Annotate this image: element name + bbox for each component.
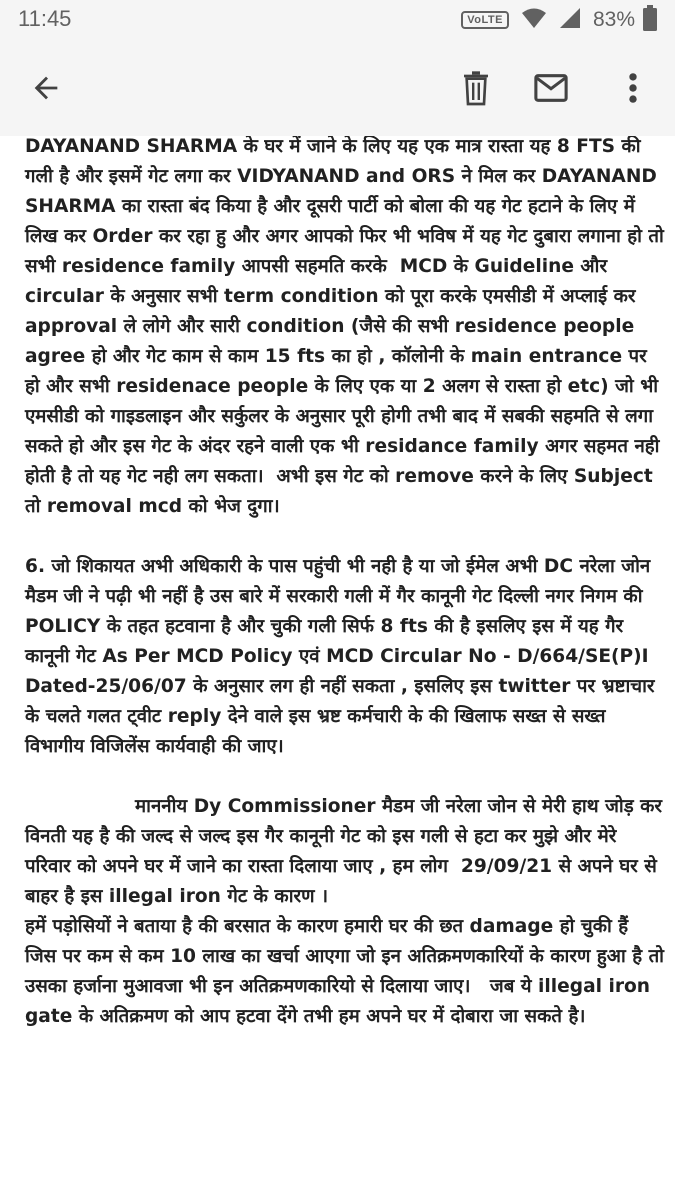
mark-unread-button[interactable]	[531, 68, 571, 108]
more-vert-icon	[628, 72, 638, 104]
status-time: 11:45	[18, 6, 72, 31]
delete-button[interactable]	[456, 68, 496, 108]
email-body[interactable]	[0, 136, 675, 1200]
battery-percent: 83%	[592, 8, 635, 31]
toolbar	[0, 40, 675, 136]
delete-icon	[460, 70, 492, 106]
mail-icon	[534, 74, 568, 102]
email-body-text: DAYANAND SHARMA के घर में जाने के लिए यह एक मात्र रास्ता यह 8 FTS की गली है और इसमें गेट लगा कर VIDYANAND and ORS ने मिल कर DAYANAND SHARMA का रास्ता बंद किया है और दूसरी पार्टी को बोला की यह गेट हटाने के लिए में लिख कर Order कर रहा हु और अगर आपको फिर भी भविष में यह गेट दुबारा लगाना हो तो सभी residence family आपसी सहमति करके MCD के Guideline और circular के अनुसार सभी term condition को पूरा करके एमसीडी में अप्लाई कर approval ले लोगे और सारी condition (जैसे की सभी residence people agree हो और गेट काम से काम 15 fts का हो , कॉलोनी के main entrance पर हो और सभी residenace people के लिए एक या 2 अलग से रास्ता हो etc) जो भी एमसीडी को गाइडलाइन और सर्कुलर के अनुसार पूरी होगी तभी बाद में सबकी सहमति से लगा सकते हो और इस गेट के अंदर रहने वाली एक भी residance family अगर सहमत नही होती है तो यह गेट नही लग सकता। अभी इस गेट को remove करने के लिए Subject तो removal mcd को भेज दुगा। 6. जो शिकायत अभी अधिकारी के पास पहुंची भी नही है या जो ईमेल अभी DC नरेला जोन मैडम जी ने पढ़ी भी नहीं है उस बारे में सरकारी गली में गैर कानूनी गेट दिल्ली नगर निगम की POLICY के तहत हटवाना है और चुकी गली सिर्फ 8 fts की है इसलिए इस में यह गैर कानूनी गेट As Per MCD Policy एवं MCD Circular No - D/664/SE(P)I Dated-25/06/07 के अनुसार लग ही नहीं सकता , इसलिए इस twitter पर भ्रष्टाचार के चलते गलत ट्वीट reply देने वाले इस भ्रष्ट कर्मचारी के की खिलाफ सख्त से सख्त विभागीय विजिलेंस कार्यवाही की जाए। माननीय Dy Commissioner मैडम जी नरेला जोन से मेरी हाथ जोड़ कर विनती यह है की जल्द से जल्द इस गैर कानूनी गेट को इस गली से हटा कर मुझे और मेरे परिवार को अपने घर में जाने का रास्ता दिलाया जाए , हम लोग 29/09/21 से अपने घर से बाहर है इस illegal iron गेट के कारण । हमें पड़ोसियों ने बताया है की बरसात के कारण हमारी घर की छत damage हो चुकी हैं जिस पर कम से कम 10 लाख का खर्चा आएगा जो इन अतिक्रमणकारियों के कारण हुआ है तो उसका हर्जाना मुआवजा भी इन अतिक्रमणकारियो से दिलाया जाए। जब ये illegal iron gate के अतिक्रमण को आप हटवा देंगे तभी हम अपने घर में दोबारा जा सकते है।	[25, 136, 664, 1027]
volte-icon: VoLTE	[461, 11, 509, 29]
more-options-button[interactable]	[613, 68, 653, 108]
status-icons	[461, 6, 657, 34]
status-bar	[0, 0, 675, 40]
signal-icon	[559, 7, 581, 33]
wifi-icon	[521, 7, 547, 33]
arrow-back-icon	[29, 71, 63, 105]
battery-icon	[643, 5, 657, 35]
back-button[interactable]	[26, 68, 66, 108]
